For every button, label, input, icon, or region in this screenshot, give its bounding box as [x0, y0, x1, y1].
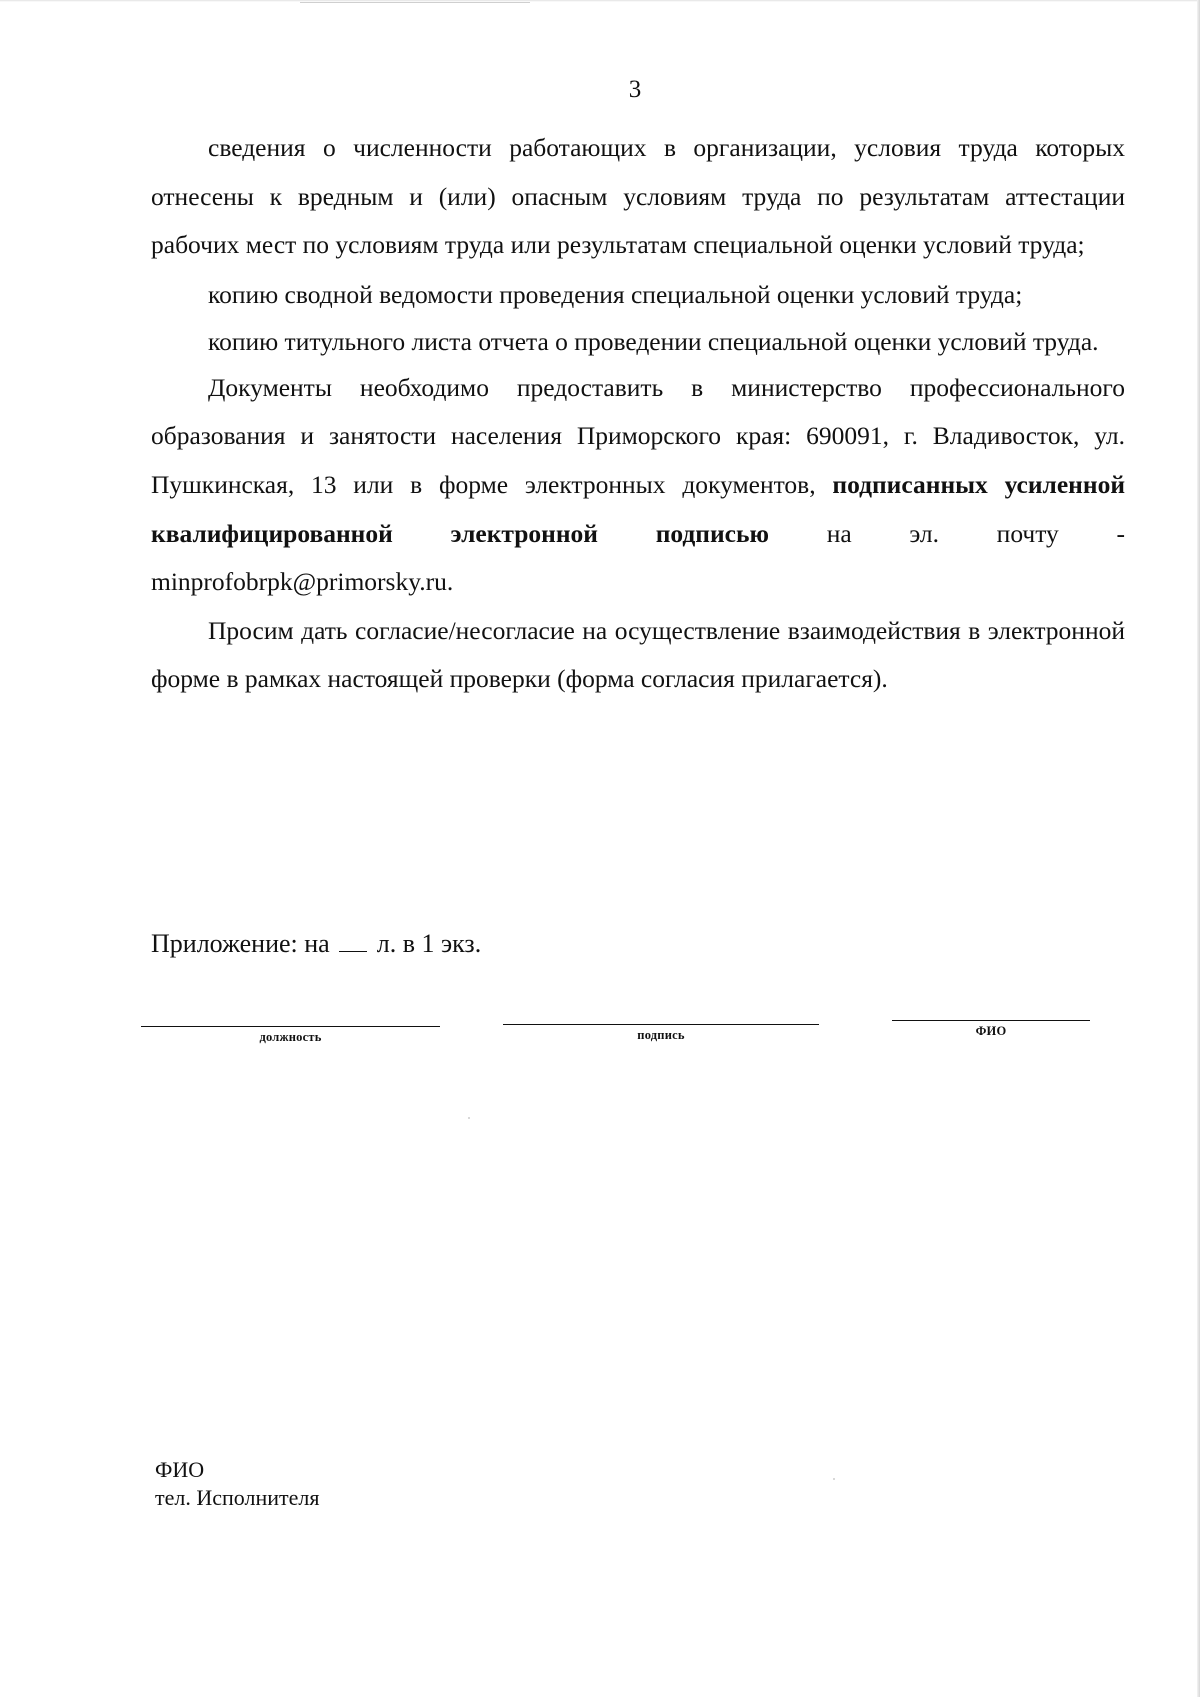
submission-text-email: на эл. почту - minprofobrpk@primorsky.ru. [151, 518, 1125, 597]
document-body [151, 124, 1125, 704]
submission-text-bold: подписанных усиленной квалифицированной электронной подписью [151, 469, 1126, 548]
attachment-sheets-blank [339, 931, 367, 952]
submission-text-start: Документы необходимо предоставить в министерство профессионального образования и занятости населения Приморского края: 690091, г. Владивосток, ул. Пушкинская, 13 или в форме электронных документов, [151, 372, 1125, 499]
position-caption: должность [259, 1030, 322, 1044]
attachment-suffix: л. в 1 экз. [376, 929, 482, 958]
scan-artifact-line [300, 2, 530, 3]
attachment-prefix: Приложение: на [151, 929, 330, 958]
executor-phone-label: тел. Исполнителя [155, 1485, 320, 1510]
attachment-line [151, 929, 481, 959]
scan-speck [833, 1478, 835, 1480]
paragraph-title-page-copy: копию титульного листа отчета о проведении специальной оценки условий труда. [208, 326, 1099, 356]
position-line [141, 1026, 440, 1027]
name-signature-field [892, 1020, 1090, 1039]
scan-edge-top [0, 0, 1200, 2]
paragraph-submission-address [151, 364, 1125, 607]
paragraph-consent-request: Просим дать согласие/несогласие на осуществление взаимодействия в электронной форме в рамках настоящей проверки (форма согласия прилагается). [151, 615, 1125, 694]
scan-speck [468, 1117, 470, 1119]
paragraph-workers-info: сведения о численности работающих в организации, условия труда которых отнесены к вредным и (или) опасным условиям труда по результатам аттестации рабочих мест по условиям труда или результатам специальной оценки условий труда; [151, 133, 1125, 260]
signature-line [503, 1024, 819, 1025]
position-signature-field [141, 1026, 440, 1045]
signature-field [503, 1024, 819, 1043]
name-line [892, 1020, 1090, 1021]
executor-name: ФИО [155, 1457, 205, 1482]
name-caption: ФИО [975, 1024, 1007, 1038]
paragraph-summary-copy: копию сводной ведомости проведения специальной оценки условий труда; [208, 279, 1023, 309]
executor-block [155, 1456, 320, 1512]
page-number: 3 [628, 76, 642, 103]
signature-caption: подпись [637, 1028, 685, 1042]
